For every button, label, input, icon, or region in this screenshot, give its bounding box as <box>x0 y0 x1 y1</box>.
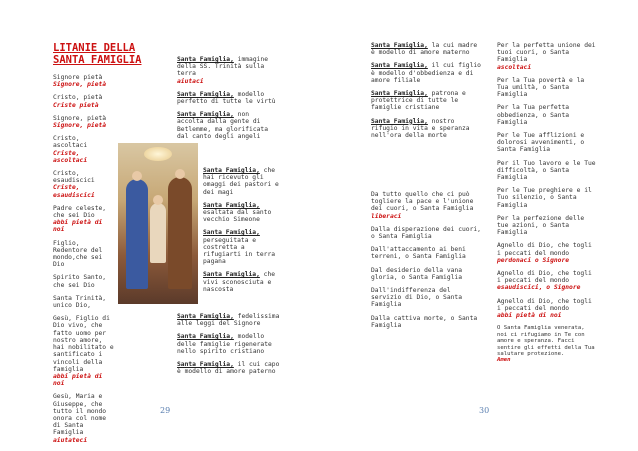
entry-text: modello perfetto di tutte le virtù <box>177 90 276 106</box>
litany-entry <box>53 240 115 269</box>
entry-text: il cui capo è modello di amore paterno <box>177 361 280 376</box>
dove-halo-icon <box>144 147 172 161</box>
title-line-2: SANTA FAMIGLIA <box>53 54 142 66</box>
litany-entry <box>371 42 481 56</box>
litany-entry <box>497 187 597 209</box>
closing-text: O Santa Famiglia venerata, noi ci rifugiamo in Te con amore e speranza. Facci sentire gli effetti della Tua salutare protezione. <box>497 325 595 357</box>
entry-text: Agnello di Dio, che togli i peccati del mondo <box>497 297 592 312</box>
litany-entry <box>177 91 277 105</box>
page-title <box>53 42 173 66</box>
entry-text: Per la Tua povertà e la Tua umiltà, o Santa Famiglia <box>497 76 585 99</box>
entry-text: Signore pietà <box>53 74 103 81</box>
entry-text: Santa Trinità, unico Dio, <box>53 294 107 310</box>
invocation-name: Santa Famiglia, <box>371 42 428 49</box>
mary-figure <box>126 179 148 289</box>
entry-text: Dalla disperazione dei cuori, o Santa Famiglia <box>371 225 481 241</box>
left-col2 <box>177 56 277 146</box>
litany-entry <box>53 274 115 288</box>
response-text: esaudiscici, o Signore <box>497 284 581 292</box>
left-col2-side <box>203 167 281 299</box>
litany-entry <box>177 361 281 375</box>
response-text: aiutaci <box>177 77 204 85</box>
litany-entry <box>497 42 597 71</box>
invocation-list <box>371 42 481 139</box>
litany-entry <box>203 229 281 265</box>
litany-entry <box>177 313 281 327</box>
entry-text: Agnello di Dio, che togli i peccati del mondo <box>497 242 592 257</box>
entry-text: Figlio, Redentore del mondo,che sei Dio <box>53 239 103 269</box>
right-col1-bottom <box>371 191 481 335</box>
entry-text: Cristo, esaudiscici <box>53 170 95 185</box>
entry-text: Padre celeste, che sei Dio <box>53 204 107 220</box>
invocation-name: Santa Famiglia, <box>203 229 260 237</box>
petition-list <box>497 42 597 319</box>
entry-text: Spirito Santo, che sei Dio <box>53 274 107 289</box>
entry-text: il cui figlio è modello d'obbedienza e di amore filiale <box>371 62 481 84</box>
litany-entry <box>497 298 597 320</box>
entry-text: non accolta dalla gente di Betlemme, ma glorificata dal canto degli angeli <box>177 111 268 140</box>
entry-text: Per la perfezione delle tue azioni, o Santa Famiglia <box>497 214 585 237</box>
right-col2 <box>497 42 597 370</box>
entry-text: nostro rifugio in vita e speranza nell'ora della morte <box>371 117 470 140</box>
title-line-1: LITANIE DELLA <box>53 42 136 54</box>
entry-text: patrona e protettrice di tutte le famiglie cristiane <box>371 90 466 112</box>
litany-entry <box>203 202 281 224</box>
response-text: Criste, ascoltaci <box>53 149 88 164</box>
litany-entry <box>177 111 277 140</box>
litany-entry <box>53 170 115 199</box>
response-text: abbi pietà di noi <box>53 219 103 234</box>
entry-text: Agnello di Dio, che togli i peccati del mondo <box>497 270 592 285</box>
litany-entry <box>371 191 481 220</box>
response-text: abbi pietà di noi <box>53 372 103 388</box>
page-number-right: 30 <box>479 406 490 415</box>
entry-text: Dal desiderio della vana gloria, o Santa Famiglia <box>371 266 462 281</box>
entry-text: perseguitata e costretta a rifugiarti in terra pagana <box>203 236 276 266</box>
litany-entry <box>371 246 481 260</box>
jesus-figure <box>150 203 166 263</box>
litany-entry <box>371 267 481 281</box>
amen-text: Amen <box>497 357 511 364</box>
entry-text: Per le Tue afflizioni e dolorosi avvenimenti, o Santa Famiglia <box>497 132 585 154</box>
litany-entry <box>497 215 597 237</box>
invocation-name: Santa Famiglia, <box>177 56 234 63</box>
entry-text: Gesù, Figlio di Dio vivo, che fatto uomo per nostro amore, hai nobilitato e santificato i vincoli della famiglia <box>53 315 114 373</box>
entry-text: Per la Tua perfetta obbedienza, o Santa Famiglia <box>497 104 570 126</box>
litany-entry <box>53 94 115 108</box>
invocation-name: Santa Famiglia, <box>371 117 428 125</box>
response-text: abbi pietà di noi <box>497 312 562 320</box>
head-mary <box>132 171 142 181</box>
entry-text: Per il Tuo lavoro e le Tue difficoltà, o Santa Famiglia <box>497 159 596 182</box>
entry-text: Per la perfetta unione dei tuoi cuori, o Santa Famiglia <box>497 42 596 64</box>
litany-entry <box>53 315 115 387</box>
litany-entry <box>497 270 597 292</box>
entry-text: Dall'indifferenza del servizio di Dio, o Santa Famiglia <box>371 287 462 309</box>
litany-entry <box>53 135 115 164</box>
litany-entry <box>371 315 481 329</box>
entry-text: la cui madre è modello di amore materno <box>371 42 478 57</box>
invocation-name: Santa Famiglia, <box>371 90 428 98</box>
invocation-name: Santa Famiglia, <box>177 333 234 341</box>
entry-text: Cristo, pietà <box>53 94 103 102</box>
invocation-list-top <box>177 56 277 140</box>
invocation-list-bottom <box>177 313 281 375</box>
invocation-name: Santa Famiglia, <box>177 111 234 119</box>
entry-text: che hai ricevuto gli omaggi dei pastori e dei magi <box>203 167 279 196</box>
entry-text: modello delle famiglie rigenerate nello spirito cristiano <box>177 333 272 355</box>
response-text: liberaci <box>371 212 402 220</box>
entry-text: Signore, pietà <box>53 114 107 122</box>
entry-text: che vivi sconosciuta e nascosta <box>203 271 276 293</box>
holy-family-image <box>118 143 198 304</box>
litany-entry <box>497 160 597 182</box>
head-joseph <box>175 169 185 179</box>
right-col1 <box>371 42 481 145</box>
invocation-name: Santa Famiglia, <box>371 62 428 70</box>
response-text: ascoltaci <box>497 63 532 71</box>
invocation-list-side <box>203 167 281 293</box>
litany-entry <box>497 77 597 99</box>
litany-entry <box>371 287 481 309</box>
litany-entry <box>53 295 115 309</box>
litany-entry <box>371 226 481 240</box>
litany-entry <box>203 167 281 196</box>
entry-text: Per le Tue preghiere e il Tuo silenzio, o Santa Famiglia <box>497 187 592 209</box>
left-col2-bottom <box>177 313 281 381</box>
litany-entry <box>371 118 481 140</box>
litany-entry <box>203 271 281 293</box>
litany-entry <box>497 104 597 126</box>
litany-entry <box>53 205 115 234</box>
invocation-name: Santa Famiglia, <box>177 361 234 369</box>
page-number-left: 29 <box>160 406 171 415</box>
invocation-name: Santa Famiglia, <box>177 90 234 98</box>
litany-entry <box>371 90 481 112</box>
entry-text: Da tutto quello che ci può togliere la pace e l'unione dei cuori, o Santa Famiglia <box>371 191 474 213</box>
closing-prayer <box>497 325 597 363</box>
response-text: perdonaci o Signore <box>497 256 570 264</box>
response-text: aiutateci <box>53 436 88 444</box>
invocation-name: Santa Famiglia, <box>203 201 260 209</box>
response-text: Criste, esaudiscici <box>53 184 95 199</box>
left-col1 <box>53 42 142 450</box>
entry-text: esaltata dal santo vecchio Simeone <box>203 209 272 224</box>
litany-entry <box>497 242 597 264</box>
litany-entry <box>177 56 277 85</box>
litany-entry <box>177 333 281 355</box>
response-text: Signore, pietà <box>53 122 107 130</box>
joseph-figure <box>168 177 192 289</box>
response-text: Criste pietà <box>53 101 99 109</box>
response-text: Signore, pietà <box>53 81 107 89</box>
invocation-name: Santa Famiglia, <box>203 271 260 279</box>
entry-text: Dall'attaccamento ai beni terreni, o Santa Famiglia <box>371 246 466 261</box>
litany-entry <box>497 132 597 154</box>
litany-entry <box>53 115 115 129</box>
head-jesus <box>153 195 163 205</box>
litany-entry <box>371 62 481 84</box>
entry-text: Cristo, ascoltaci <box>53 135 88 150</box>
litany-entry <box>53 74 115 88</box>
deliverance-list <box>371 191 481 329</box>
litany-entry <box>53 393 115 443</box>
invocation-name: Santa Famiglia, <box>177 313 234 320</box>
right-page <box>319 0 638 451</box>
entry-text: immagine della SS. Trinità sulla terra <box>177 56 268 78</box>
entry-text: Gesù, Maria e Giuseppe, che tutto il mondo onora col nome di Santa Famiglia <box>53 393 107 437</box>
entry-text: Dalla cattiva morte, o Santa Famiglia <box>371 314 478 329</box>
invocation-name: Santa Famiglia, <box>203 167 260 174</box>
litany-list <box>53 74 115 444</box>
entry-text: fedelissima alle leggi del Signore <box>177 313 280 328</box>
